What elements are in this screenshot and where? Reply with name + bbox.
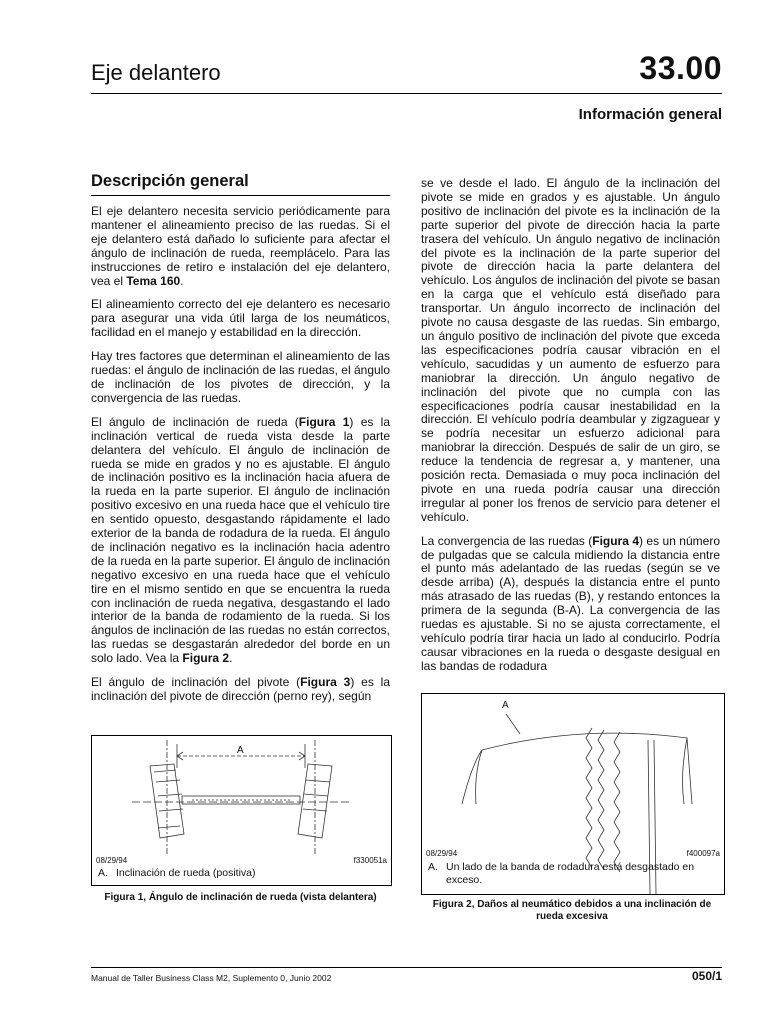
paragraph: El eje delantero necesita servicio periódicamente para mantener el alineamiento preciso de las ruedas. Si el eje delantero está dañado lo suficiente para afectar el ángulo de inclinación de rueda, reemplácelo. Para las instrucciones de retiro e instalación del eje delantero, vea el Tema 160. xyxy=(91,204,390,288)
page-number: 050/1 xyxy=(691,969,722,983)
figure-1-caption: Figura 1, Ángulo de inclinación de rueda (vista delantera) xyxy=(104,892,377,903)
figure-code: f330051a xyxy=(353,856,387,865)
topic-reference: Tema 160 xyxy=(126,273,181,288)
paragraph: El ángulo de inclinación de rueda (Figura 1) es la inclinación vertical de rueda vista desde la parte delantera del vehículo. El ángulo de inclinación de rueda se mide en grados y no es ajustable. El ángulo de inclinación positivo es la inclinación hacia afuera de la rueda en la parte superior. El ángulo de inclinación positivo excesivo en una rueda hace que el vehículo tire en sentido opuesto, desgastando rápidamente el lado exterior de la banda de rodadura de la rueda. El ángulo de inclinación negativo es la inclinación hacia adentro de la rueda en la parte superior. El ángulo de inclinación negativo excesivo en una rueda hace que el vehículo tire en el mismo sentido en que se encuentra la rueda con inclinación de rueda negativa, desgastando el lado interior de la banda de rodamiento de la rueda. Si los ángulos de inclinación de las ruedas no están correctos, las ruedas se desgastarán alrededor del borde en un solo lado. Vea la Figura 2. xyxy=(91,414,390,666)
figure-legend: A. Un lado de la banda de rodadura está desgastado en exceso. xyxy=(428,861,695,886)
figure-code: f400097a xyxy=(686,849,720,858)
figure-label-a: A xyxy=(502,700,509,711)
page-title: Eje delantero xyxy=(91,60,221,85)
figure-reference: Figura 4 xyxy=(592,533,640,548)
figure-date: 08/29/94 xyxy=(426,849,458,858)
section-number: 33.00 xyxy=(639,50,722,86)
paragraph: El ángulo de inclinación del pivote (Figura 3) es la inclinación del pivote de dirección (perno rey), según xyxy=(91,675,390,703)
footer-divider xyxy=(91,967,722,968)
figure-2-caption: Figura 2, Daños al neumático debidos a una inclinación de rueda excesiva xyxy=(432,899,712,922)
paragraph: El alineamiento correcto del eje delantero es necesario para asegurar una vida útil larga de los neumáticos, facilidad en el manejo y estabilidad en la dirección. xyxy=(91,297,390,340)
right-text-column xyxy=(421,177,720,684)
figure-date: 08/29/94 xyxy=(96,856,128,865)
figure-reference: Figura 1 xyxy=(298,414,350,429)
figure-reference: Figura 2 xyxy=(182,651,230,666)
paragraph: La convergencia de las ruedas (Figura 4) es un número de pulgadas que se calcula midiendo la distancia entre el punto más adelantado de las ruedas (según se ve desde arriba) (A), después la distancia entre el punto más atrasado de las ruedas (B), y restando entonces la primera de la segunda (B-A). La convergencia de las ruedas es ajustable. Si no se ajusta correctamente, el vehículo podría tirar hacia un lado al conducirlo. Podría causar vibraciones en la rueda o desgaste desigual en las bandas de rodadura xyxy=(421,533,720,673)
axle-camber-illustration xyxy=(92,736,391,885)
footer-text: Manual de Taller Business Class M2, Suplemento 0, Junio 2002 xyxy=(91,973,332,983)
heading-divider xyxy=(91,195,390,196)
figure-1 xyxy=(91,735,392,886)
figure-2 xyxy=(421,693,725,895)
page-subtitle: Información general xyxy=(578,106,722,123)
section-heading: Descripción general xyxy=(91,172,249,190)
header-divider xyxy=(91,93,722,94)
figure-label-a: A xyxy=(237,745,244,756)
paragraph: se ve desde el lado. El ángulo de la inclinación del pivote se mide en grados y es ajustable. Un ángulo positivo de inclinación del pivote es la inclinación de la parte superior del pivote de dirección hacia la parte trasera del vehículo. Un ángulo negativo de inclinación del pivote es la inclinación de la parte superior del pivote de dirección hacia la parte delantera del vehículo. Los ángulos de inclinación del pivote se basan en la carga que el vehículo está diseñado para transportar. Un ángulo incorrecto de inclinación del pivote no causa desgaste de las ruedas. Sin embargo, un ángulo positivo de inclinación del pivote que exceda las especificaciones podría causar vibración en el vehículo, sacudidas y un aumento de esfuerzo para maniobrar la dirección. Un ángulo negativo de inclinación del pivote que no cumpla con las especificaciones podría causar inestabilidad en la dirección. El vehículo podría deambular y zigzaguear y se podría necesitar un esfuerzo adicional para maniobrar la dirección. Después de salir de un giro, se reduce la tendencia de regresar a, y mantener, una posición recta. Demasiada o muy poca inclinación del pivote en una rueda podría causar una dirección irregular al poner los frenos de servicio para detener el vehículo. xyxy=(421,176,720,524)
left-text-column xyxy=(91,205,390,714)
figure-reference: Figura 3 xyxy=(300,675,351,690)
figure-legend: A. Inclinación de rueda (positiva) xyxy=(98,867,256,879)
paragraph: Hay tres factores que determinan el alineamiento de las ruedas: el ángulo de inclinación de las ruedas, el ángulo de inclinación de los pivotes de dirección, y la convergencia de las ruedas. xyxy=(91,349,390,405)
